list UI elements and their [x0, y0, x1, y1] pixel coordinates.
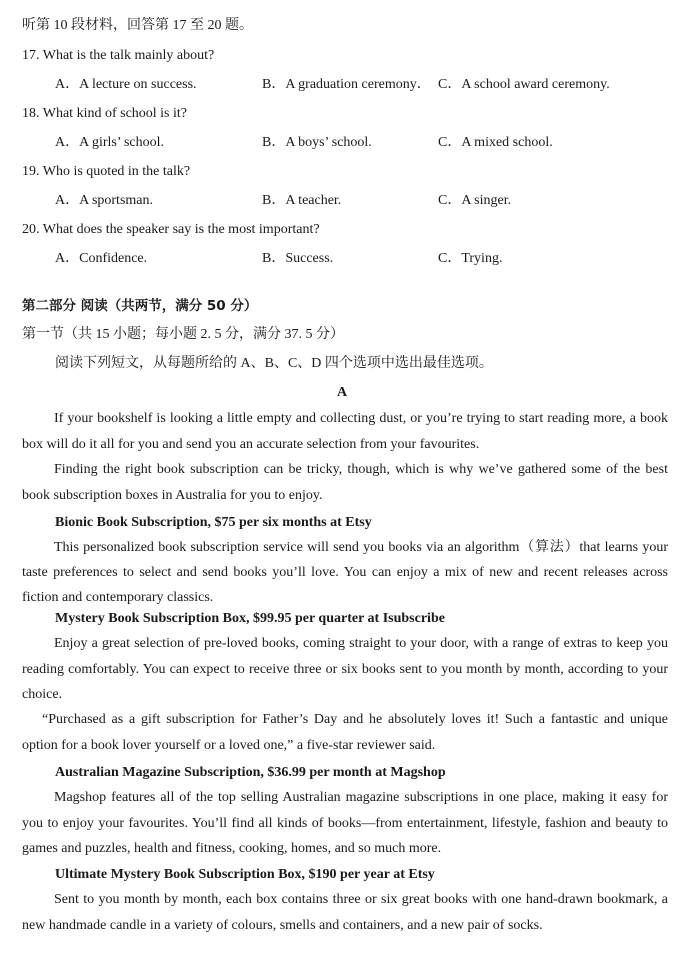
question-19-option-c: C．A singer.	[438, 193, 512, 208]
question-20-option-a: A．Confidence.	[55, 251, 148, 266]
product-heading-magazine: Australian Magazine Subscription, $36.99 per month at Magshop	[55, 765, 446, 780]
product-heading-mystery: Mystery Book Subscription Box, $99.95 per quarter at Isubscribe	[55, 611, 445, 626]
question-17-option-c: C．A school award ceremony.	[438, 77, 610, 92]
question-19-option-a: A．A sportsman.	[55, 193, 153, 208]
question-19-option-b: B．A teacher.	[262, 193, 342, 208]
listening-intro: 听第 10 段材料，回答第 17 至 20 题。	[22, 18, 253, 33]
reading-section-title: 第一节（共 15 小题；每小题 2. 5 分，满分 37. 5 分）	[22, 327, 344, 342]
passage-paragraph-1: If your bookshelf is looking a little empty and collecting dust, or you’re trying to start reading more, a book box will do it all for you and send you an accurate selection from your favourites.	[22, 411, 668, 452]
question-17-option-a: A．A lecture on success.	[55, 77, 197, 92]
question-18-option-c: C．A mixed school.	[438, 135, 553, 150]
passage-paragraph-5: “Purchased as a gift subscription for Father’s Day and he absolutely loves it! Such a fantastic and unique option for a book lover yourself or a loved one,” a five-star reviewer said.	[22, 712, 668, 753]
passage-paragraph-7: Sent to you month by month, each box contains three or six great books with one hand-drawn bookmark, a new handmade candle in a variety of colours, smells and containers, and a new pair of socks.	[22, 892, 668, 933]
passage-paragraph-4: Enjoy a great selection of pre-loved books, coming straight to your door, with a range of extras to keep you reading comfortably. You can expect to receive three or six books sent to you month by month, according to your choice.	[22, 636, 668, 702]
passage-label: A	[336, 385, 348, 400]
question-19-stem: 19. Who is quoted in the talk?	[22, 164, 191, 179]
passage-paragraph-6: Magshop features all of the top selling Australian magazine subscriptions in one place, making it easy for you to enjoy your favourites. You’ll find all kinds of books—from entertainment, lifestyle, fashion and beauty to games and puzzles, health and fitness, cooking, homes, and so much more.	[22, 790, 668, 856]
question-18-option-b: B．A boys’ school.	[262, 135, 372, 150]
question-20-option-c: C．Trying.	[438, 251, 503, 266]
question-18-option-a: A．A girls’ school.	[55, 135, 165, 150]
passage-paragraph-2: Finding the right book subscription can be tricky, though, which is why we’ve gathered some of the best book subscription boxes in Australia for you to enjoy.	[22, 462, 668, 503]
question-17-stem: 17. What is the talk mainly about?	[22, 48, 215, 63]
question-20-stem: 20. What does the speaker say is the most important?	[22, 222, 320, 237]
product-heading-bionic: Bionic Book Subscription, $75 per six months at Etsy	[55, 515, 372, 530]
passage-paragraph-3: This personalized book subscription service will send you books via an algorithm（算法）that learns your taste preferences to select and send books you’ll love. You can enjoy a mix of new and recent releases across fiction and contemporary classics.	[22, 540, 668, 605]
reading-instructions: 阅读下列短文，从每题所给的 A、B、C、D 四个选项中选出最佳选项。	[55, 356, 493, 371]
question-17-option-b: B．A graduation ceremony．	[262, 77, 431, 92]
question-20-option-b: B．Success.	[262, 251, 334, 266]
reading-part-title: 第二部分 阅读（共两节，满分 50 分）	[22, 298, 258, 314]
question-18-stem: 18. What kind of school is it?	[22, 106, 187, 121]
product-heading-ultimate: Ultimate Mystery Book Subscription Box, $190 per year at Etsy	[55, 867, 435, 882]
